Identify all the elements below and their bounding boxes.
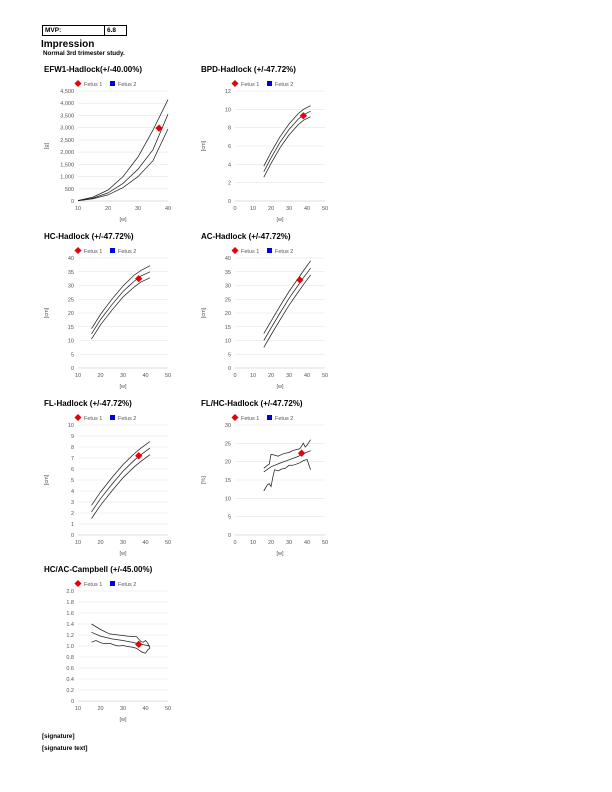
legend-fetus1-label: Fetus 1 bbox=[84, 82, 103, 88]
x-tick-label: 30 bbox=[134, 206, 142, 212]
y-axis-label: [cm] bbox=[201, 307, 207, 319]
y-tick-label: 1.6 bbox=[66, 611, 74, 617]
y-tick-label: 2,500 bbox=[60, 137, 74, 144]
chart-legend bbox=[74, 414, 136, 422]
y-tick-label: 25 bbox=[224, 297, 231, 304]
y-tick-label: 4 bbox=[227, 162, 231, 169]
impression-text: Normal 3rd trimester study. bbox=[43, 50, 125, 57]
y-tick-label: 2 bbox=[227, 180, 231, 187]
x-axis-label: [w] bbox=[119, 384, 127, 390]
x-tick-label: 20 bbox=[97, 706, 104, 712]
y-tick-label: 10 bbox=[224, 338, 231, 345]
x-tick-label: 40 bbox=[142, 540, 149, 546]
legend-fetus2-label: Fetus 2 bbox=[118, 416, 137, 422]
y-tick-label: 3,000 bbox=[60, 125, 74, 132]
y-tick-label: 25 bbox=[67, 297, 74, 304]
series-line-lower bbox=[92, 641, 151, 654]
y-tick-label: 35 bbox=[224, 269, 231, 276]
chart-hc bbox=[40, 231, 190, 396]
y-axis-label: [cm] bbox=[44, 307, 50, 319]
chart-legend bbox=[74, 247, 136, 255]
x-tick-label: 30 bbox=[119, 540, 127, 546]
series-line-lower bbox=[92, 278, 151, 339]
x-tick-label: 20 bbox=[104, 206, 112, 212]
hc-svg bbox=[40, 231, 190, 396]
x-axis-label: [w] bbox=[119, 217, 127, 223]
efw-svg bbox=[40, 64, 190, 229]
y-axis-label: [g] bbox=[44, 142, 50, 150]
x-tick-label: 50 bbox=[321, 540, 329, 546]
y-tick-label: 0 bbox=[70, 699, 74, 705]
chart-flhc bbox=[197, 398, 347, 563]
x-tick-label: 40 bbox=[142, 373, 149, 379]
x-tick-label: 50 bbox=[164, 540, 172, 546]
chart-legend bbox=[231, 414, 293, 422]
x-tick-label: 20 bbox=[97, 373, 104, 379]
x-axis-label: [w] bbox=[276, 551, 284, 557]
x-tick-label: 40 bbox=[303, 373, 311, 379]
x-axis-label: [w] bbox=[119, 551, 127, 557]
mvp-value: 6.8 bbox=[105, 26, 127, 36]
y-tick-label: 3 bbox=[70, 500, 74, 506]
y-tick-label: 4,000 bbox=[60, 101, 74, 108]
y-tick-label: 8 bbox=[70, 445, 74, 451]
x-tick-label: 0 bbox=[233, 540, 237, 546]
legend-fetus2-label: Fetus 2 bbox=[118, 249, 137, 255]
y-tick-label: 4 bbox=[70, 489, 74, 495]
y-tick-label: 5 bbox=[70, 352, 74, 359]
x-tick-label: 10 bbox=[74, 706, 82, 712]
y-tick-label: 2 bbox=[70, 511, 74, 517]
x-tick-label: 20 bbox=[97, 540, 104, 546]
bpd-svg bbox=[197, 64, 347, 229]
x-axis-label: [w] bbox=[119, 717, 127, 723]
x-tick-label: 10 bbox=[74, 540, 82, 546]
legend-fetus2-marker bbox=[110, 81, 115, 86]
y-tick-label: 40 bbox=[224, 256, 231, 262]
y-tick-label: 20 bbox=[224, 459, 231, 466]
y-tick-label: 10 bbox=[67, 423, 74, 429]
y-tick-label: 1,000 bbox=[60, 174, 74, 181]
y-tick-label: 1.0 bbox=[66, 644, 74, 650]
y-tick-label: 6 bbox=[227, 144, 231, 150]
fetus1-point bbox=[296, 276, 303, 283]
legend-fetus1-marker bbox=[74, 80, 81, 87]
chart-legend bbox=[74, 580, 136, 588]
chart-ac bbox=[197, 231, 347, 396]
chart-legend bbox=[74, 80, 136, 88]
y-tick-label: 9 bbox=[70, 434, 74, 440]
y-tick-label: 1.8 bbox=[66, 600, 74, 606]
y-tick-label: 10 bbox=[224, 107, 231, 114]
legend-fetus2-label: Fetus 2 bbox=[275, 249, 294, 255]
y-tick-label: 0.6 bbox=[66, 666, 74, 672]
x-tick-label: 10 bbox=[249, 540, 257, 546]
fl-svg bbox=[40, 398, 190, 563]
x-tick-label: 40 bbox=[303, 206, 311, 212]
legend-fetus2-label: Fetus 2 bbox=[275, 82, 294, 88]
series-line-lower bbox=[264, 117, 311, 178]
x-axis-label: [w] bbox=[276, 217, 284, 223]
impression-heading: Impression bbox=[41, 39, 95, 50]
y-tick-label: 15 bbox=[67, 324, 74, 331]
x-tick-label: 20 bbox=[267, 206, 275, 212]
y-tick-label: 0.4 bbox=[66, 677, 74, 683]
legend-fetus1-label: Fetus 1 bbox=[241, 416, 260, 422]
y-tick-label: 25 bbox=[224, 441, 231, 448]
y-tick-label: 6 bbox=[70, 467, 74, 473]
y-tick-label: 1,500 bbox=[60, 162, 74, 169]
chart-title: EFW1-Hadlock(+/-40.00%) bbox=[44, 65, 143, 74]
y-tick-label: 5 bbox=[227, 352, 231, 359]
series-line-lower bbox=[264, 275, 311, 347]
y-tick-label: 20 bbox=[224, 311, 231, 317]
y-tick-label: 500 bbox=[64, 186, 74, 193]
legend-fetus1-marker bbox=[231, 80, 238, 87]
x-tick-label: 30 bbox=[119, 706, 127, 712]
series-line-mean bbox=[264, 268, 311, 340]
legend-fetus1-marker bbox=[74, 247, 81, 254]
legend-fetus2-label: Fetus 2 bbox=[275, 416, 294, 422]
y-tick-label: 12 bbox=[224, 89, 231, 95]
y-tick-label: 4,500 bbox=[60, 89, 74, 95]
x-tick-label: 30 bbox=[285, 373, 293, 379]
hcac-svg bbox=[40, 564, 190, 729]
mvp-label: MVP: bbox=[43, 26, 105, 36]
legend-fetus2-marker bbox=[110, 415, 115, 420]
x-axis-label: [w] bbox=[276, 384, 284, 390]
legend-fetus2-marker bbox=[110, 248, 115, 253]
y-tick-label: 0 bbox=[70, 533, 74, 539]
x-tick-label: 30 bbox=[285, 206, 293, 212]
y-tick-label: 2.0 bbox=[66, 589, 74, 595]
legend-fetus1-label: Fetus 1 bbox=[84, 416, 103, 422]
x-tick-label: 40 bbox=[164, 206, 172, 212]
x-tick-label: 20 bbox=[267, 373, 275, 379]
chart-legend bbox=[231, 80, 293, 88]
chart-title: BPD-Hadlock (+/-47.72%) bbox=[201, 65, 296, 74]
x-tick-label: 10 bbox=[74, 373, 82, 379]
x-tick-label: 40 bbox=[303, 540, 311, 546]
x-tick-label: 20 bbox=[267, 540, 275, 546]
y-tick-label: 30 bbox=[224, 423, 231, 429]
legend-fetus2-marker bbox=[110, 581, 115, 586]
y-axis-label: [cm] bbox=[44, 474, 50, 486]
series-line-upper bbox=[92, 266, 151, 329]
y-tick-label: 1.2 bbox=[66, 633, 74, 639]
y-tick-label: 2,000 bbox=[60, 150, 74, 157]
series-line-upper bbox=[78, 100, 168, 201]
chart-efw bbox=[40, 64, 190, 229]
signature: [signature] bbox=[42, 733, 75, 740]
x-tick-label: 50 bbox=[164, 373, 172, 379]
y-tick-label: 35 bbox=[67, 269, 74, 276]
y-tick-label: 3,500 bbox=[60, 113, 74, 120]
y-tick-label: 0 bbox=[227, 199, 231, 205]
x-tick-label: 10 bbox=[74, 206, 82, 212]
legend-fetus2-marker bbox=[267, 81, 272, 86]
y-tick-label: 0 bbox=[227, 366, 231, 372]
y-tick-label: 15 bbox=[224, 478, 231, 484]
legend-fetus1-label: Fetus 1 bbox=[241, 249, 260, 255]
legend-fetus2-label: Fetus 2 bbox=[118, 82, 137, 88]
legend-fetus1-marker bbox=[231, 414, 238, 421]
y-tick-label: 1 bbox=[70, 522, 74, 528]
y-tick-label: 10 bbox=[224, 496, 231, 503]
y-tick-label: 15 bbox=[224, 324, 231, 331]
y-tick-label: 7 bbox=[70, 456, 74, 462]
chart-title: HC/AC-Campbell (+/-45.00%) bbox=[44, 565, 153, 574]
ac-svg bbox=[197, 231, 347, 396]
y-tick-label: 10 bbox=[67, 338, 74, 345]
mvp-table bbox=[42, 25, 127, 36]
y-axis-label: [%] bbox=[201, 476, 207, 484]
fetus1-point bbox=[155, 124, 162, 131]
x-tick-label: 10 bbox=[249, 206, 257, 212]
y-axis-label: [cm] bbox=[201, 140, 207, 152]
chart-title: FL/HC-Hadlock (+/-47.72%) bbox=[201, 399, 303, 408]
series-line-lower bbox=[264, 460, 311, 492]
legend-fetus2-marker bbox=[267, 415, 272, 420]
chart-title: AC-Hadlock (+/-47.72%) bbox=[201, 232, 291, 241]
flhc-svg bbox=[197, 398, 347, 563]
y-tick-label: 20 bbox=[67, 311, 74, 317]
y-tick-label: 30 bbox=[67, 283, 74, 290]
series-line-lower bbox=[92, 455, 151, 519]
legend-fetus1-marker bbox=[74, 580, 81, 587]
y-tick-label: 0 bbox=[70, 199, 74, 205]
legend-fetus1-label: Fetus 1 bbox=[84, 249, 103, 255]
y-tick-label: 0.8 bbox=[66, 655, 74, 661]
chart-bpd bbox=[197, 64, 347, 229]
x-tick-label: 0 bbox=[233, 373, 237, 379]
y-tick-label: 0 bbox=[227, 533, 231, 539]
x-tick-label: 50 bbox=[164, 706, 172, 712]
legend-fetus1-label: Fetus 1 bbox=[84, 582, 103, 588]
y-tick-label: 5 bbox=[70, 478, 74, 484]
legend-fetus2-marker bbox=[267, 248, 272, 253]
y-tick-label: 5 bbox=[227, 514, 231, 521]
legend-fetus2-label: Fetus 2 bbox=[118, 582, 137, 588]
legend-fetus1-marker bbox=[231, 247, 238, 254]
x-tick-label: 0 bbox=[233, 206, 237, 212]
y-tick-label: 1.4 bbox=[66, 622, 74, 628]
chart-fl bbox=[40, 398, 190, 563]
x-tick-label: 50 bbox=[321, 373, 329, 379]
x-tick-label: 30 bbox=[285, 540, 293, 546]
legend-fetus1-label: Fetus 1 bbox=[241, 82, 260, 88]
chart-title: FL-Hadlock (+/-47.72%) bbox=[44, 399, 132, 408]
y-tick-label: 0 bbox=[70, 366, 74, 372]
y-tick-label: 8 bbox=[227, 125, 231, 132]
x-tick-label: 10 bbox=[249, 373, 257, 379]
chart-legend bbox=[231, 247, 293, 255]
legend-fetus1-marker bbox=[74, 414, 81, 421]
chart-hcac bbox=[40, 564, 190, 729]
signature-text: [signature text] bbox=[42, 745, 88, 752]
x-tick-label: 30 bbox=[119, 373, 127, 379]
y-tick-label: 40 bbox=[67, 256, 74, 262]
y-tick-label: 30 bbox=[224, 283, 231, 290]
chart-title: HC-Hadlock (+/-47.72%) bbox=[44, 232, 134, 241]
x-tick-label: 40 bbox=[142, 706, 149, 712]
x-tick-label: 50 bbox=[321, 206, 329, 212]
y-tick-label: 0.2 bbox=[66, 688, 74, 694]
